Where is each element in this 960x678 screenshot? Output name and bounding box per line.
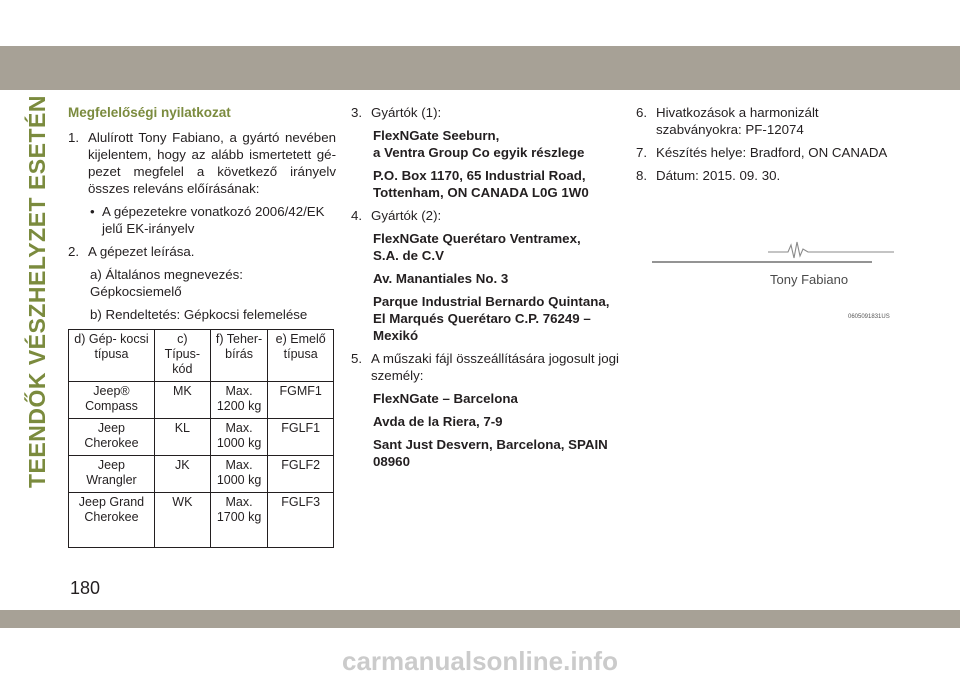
table-cell: Max. 1000 kg xyxy=(210,419,268,456)
item-number: 6. xyxy=(636,105,648,120)
item-text: A gépezet leírása. xyxy=(88,244,195,259)
item-text: Hivatkozások a harmonizált szabványokra: PF-12074 xyxy=(656,105,819,137)
watermark: carmanualsonline.info xyxy=(342,646,618,676)
item-number: 2. xyxy=(68,244,80,259)
table-cell: Max. 1700 kg xyxy=(210,493,268,548)
column-3 xyxy=(636,104,904,190)
signature-name: Tony Fabiano xyxy=(770,272,849,287)
item-text: Készítés helye: Bradford, ON CANADA xyxy=(656,145,888,160)
list-item-4 xyxy=(351,207,619,224)
item-number: 5. xyxy=(351,351,363,366)
list-item-5 xyxy=(351,350,619,384)
item-text: Gyártók (2): xyxy=(371,208,442,223)
section-heading: Megfelelőségi nyilatkozat xyxy=(68,105,231,120)
bullet-icon: • xyxy=(90,204,95,219)
item-text: Dátum: 2015. 09. 30. xyxy=(656,168,781,183)
table-cell: Max. 1000 kg xyxy=(210,456,268,493)
footer-band xyxy=(0,610,960,628)
table-row xyxy=(69,419,334,456)
table-cell: KL xyxy=(154,419,210,456)
sub-item-value: Gépkocsiemelő xyxy=(90,284,182,299)
table-header-cell: e) Emelő típusa xyxy=(268,330,334,382)
manufacturer-2-name xyxy=(351,230,619,264)
header-band xyxy=(0,46,960,90)
table-cell: WK xyxy=(154,493,210,548)
text-line: P.O. Box 1170, 65 Industrial Road, xyxy=(373,168,586,183)
tech-file-person-street: Avda de la Riera, 7-9 xyxy=(373,414,503,429)
text-line: FlexNGate Seeburn, xyxy=(373,128,500,143)
table-cell: FGLF1 xyxy=(268,419,334,456)
tech-file-person-name: FlexNGate – Barcelona xyxy=(373,391,518,406)
item-number: 7. xyxy=(636,145,648,160)
item-text: Gyártók (1): xyxy=(371,105,442,120)
signature-code: 0605091831US xyxy=(848,314,890,320)
table-cell: FGMF1 xyxy=(268,382,334,419)
table-header-cell: d) Gép- kocsi típusa xyxy=(69,330,155,382)
page-number: 180 xyxy=(70,578,101,598)
table-cell: MK xyxy=(154,382,210,419)
list-item-6 xyxy=(636,104,904,138)
list-item-3 xyxy=(351,104,619,121)
table-row xyxy=(69,382,334,419)
item-number: 3. xyxy=(351,105,363,120)
bullet-text: A gépezetekre vonatkozó 2006/42/EK jelű EK-irányelv xyxy=(102,204,325,236)
bullet-item xyxy=(68,203,336,237)
table-header-cell: f) Teher- bírás xyxy=(210,330,268,382)
column-2 xyxy=(351,104,619,476)
table-cell: Jeep Cherokee xyxy=(69,419,155,456)
section-side-title: TEENDŐK VÉSZHELYZET ESETÉN xyxy=(23,94,50,488)
tech-file-person-city: Sant Just Desvern, Barcelona, SPAIN 08960 xyxy=(373,437,608,469)
sub-item-b: b) Rendeltetés: Gépkocsi felemelése xyxy=(90,307,308,322)
table-header-row xyxy=(69,330,334,382)
table-row xyxy=(69,493,334,548)
manufacturer-1-name xyxy=(351,127,619,161)
manufacturer-2-address-block: Parque Industrial Bernardo Quintana, El Marqués Querétaro C.P. 76249 – Mexikó xyxy=(373,294,610,343)
table-cell: FGLF3 xyxy=(268,493,334,548)
item-number: 8. xyxy=(636,168,648,183)
table-cell: Jeep Grand Cherokee xyxy=(69,493,155,548)
vehicle-jack-table xyxy=(68,329,334,548)
list-item-2 xyxy=(68,243,336,260)
text-line: Tottenham, ON CANADA L0G 1W0 xyxy=(373,185,589,200)
item-text: Alulírott Tony Fabiano, a gyártó nevében kijelentem, hogy az alább ismertetett gépezet megfelel a következő irányelv összes releváns előírásának: xyxy=(88,130,336,196)
column-1 xyxy=(68,104,336,548)
table-cell: JK xyxy=(154,456,210,493)
list-item-8 xyxy=(636,167,904,184)
table-header-cell: c) Típus- kód xyxy=(154,330,210,382)
manufacturer-1-address xyxy=(351,167,619,201)
table-cell: Jeep® Compass xyxy=(69,382,155,419)
manufacturer-2-address-line: Av. Manantiales No. 3 xyxy=(373,271,509,286)
text-line: a Ventra Group Co egyik részlege xyxy=(373,145,585,160)
table-cell: FGLF2 xyxy=(268,456,334,493)
sub-item-a xyxy=(68,266,336,300)
table-cell: Jeep Wrangler xyxy=(69,456,155,493)
table-row xyxy=(69,456,334,493)
text-line: S.A. de C.V xyxy=(373,248,444,263)
list-item-1 xyxy=(68,129,336,197)
item-number: 1. xyxy=(68,130,80,145)
item-text: A műszaki fájl összeállítására jogosult jogi személy: xyxy=(371,351,619,383)
text-line: FlexNGate Querétaro Ventramex, xyxy=(373,231,581,246)
item-number: 4. xyxy=(351,208,363,223)
signature-scribble xyxy=(768,242,894,258)
sub-item-label: a) Általános megnevezés: xyxy=(90,267,243,282)
table-cell: Max. 1200 kg xyxy=(210,382,268,419)
list-item-7 xyxy=(636,144,904,161)
